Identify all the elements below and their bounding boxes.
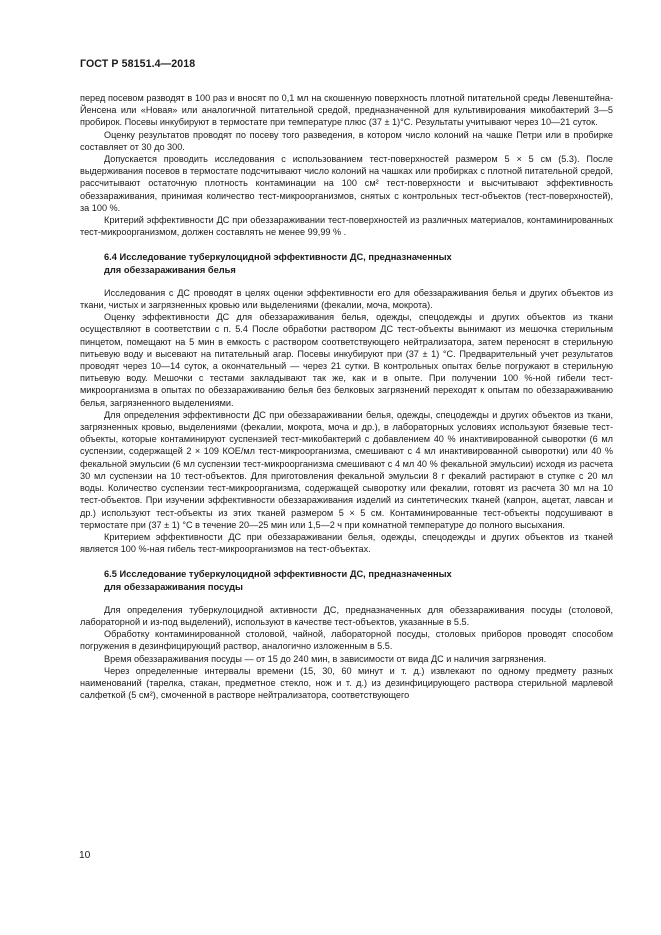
paragraph: Обработку контаминированной столовой, чайной, лабораторной посуды, столовых приборов проводят способом погружения в дезинфицирующий раствор, аналогично изложенным в 5.5. [80,629,613,652]
paragraph: Исследования с ДС проводят в целях оценки эффективности его для обеззараживания белья и других объектов из ткани, чистых и загрязненных кровью или выделениями (фекалии, моча, мокрота). [80,287,613,311]
paragraph: Критерий эффективности ДС при обеззараживании тест-поверхностей из различных материалов, контаминированных тест-микроорганизмом, должен составлять не менее 99,99 % . [80,215,613,238]
paragraph: Критерием эффективности ДС при обеззараживании белья, одежды, спецодежды и других объектов из тканей является 100 %-ная гибель тест-микроорганизмов на тест-объектах. [80,531,613,555]
paragraph: Через определенные интервалы времени (15, 30, 60 минут и т. д.) извлекают по одному предмету разных наименований (тарелка, стакан, предметное стекло, нож и т. д.) из дезинфицирующего раствора стерильной марлевой салфеткой (5 см²), смоченной в растворе нейтрализатора, соответствующего [80,665,613,701]
section-6-5-heading [80,568,613,592]
document-header: ГОСТ Р 58151.4—2018 [80,58,196,70]
section-heading-line: 6.5 Исследование туберкулоцидной эффективности ДС, предназначенных [104,569,452,580]
section-heading-line: для обеззараживания посуды [104,581,243,592]
paragraph: Допускается проводить исследования с использованием тест-поверхностей размером 5 × 5 см (5.3). После выдерживания посевов в термостате подсчитывают число колоний на чашках или пробирках с плотной питательной средой, рассчитывают остаточную плотность контаминации на 100 см² тест-поверхности и высчитывают эффективность обеззараживания, принимая количество тест-микроорганизмов, снятых с контрольных тест-объектов (тест-поверхностей), за 100 %. [80,154,613,213]
paragraph-continuation: перед посевом разводят в 100 раз и вносят по 0,1 мл на скошенную поверхность плотной питательной среды Левенштейна-Йенсена или «Новая» или аналогичной питательной средой, предназначенной для культивирования микобактерий 3—5 пробирок. Посевы инкубируют в термостате при температуре плюс (37 ± 1)°С. Результаты учитывают через 10—21 суток. [80,93,613,128]
page-number: 10 [79,850,91,861]
paragraph: Время обеззараживания посуды — от 15 до 240 мин, в зависимости от вида ДС и наличия загрязнения. [104,653,547,664]
paragraph: Оценку эффективности ДС для обеззараживания белья, одежды, спецодежды и других объектов из ткани осуществляют в соответствии с п. 5.4 После обработки раствором ДС тест-объекты вынимают из мешочка стерильным пинцетом, помещают на 5 мин в емкость с раствором соответствующего нейтрализатора, затем переносят в стерильную питьевую воду и высевают на питательный агар. Посевы инкубируют при (37 ± 1) °С. Предварительный учет результатов проводят через 10—14 суток, а окончательный — через 21 сутки. В контрольных опытах белье погружают в стерильную питьевую воду. Мешочки с тестами закладывают так же, как и в опыте. При получении 100 %-ной гибели тест-микроорганизма в опытах по обеззараживанию белья без белковых загрязнений переходят к опытам по обеззараживанию белья, загрязненного выделениями. [80,312,613,408]
section-6-4-heading [80,251,613,275]
section-heading-line: 6.4 Исследование туберкулоцидной эффективности ДС, предназначенных [104,252,452,263]
paragraph: Для определения туберкулоцидной активности ДС, предназначенных для обеззараживания посуды (столовой, лабораторной и из-под выделений), используют в качестве тест-объектов, указанные в 5.5. [80,604,613,627]
document-body [80,92,613,701]
section-heading-line: для обеззараживания белья [104,264,236,275]
paragraph: Для определения эффективности ДС при обеззараживании белья, одежды, спецодежды и других объектов из ткани, загрязненных кровью, выделениями (фекалии, мокрота, моча и др.), в лабораторных условиях используют бязевые тест-объекты, которые контаминируют суспензией тест-микобактерий с добавлением 40 % инактивированной сыворотки (6 мл суспензии, содержащей 2 × 109 КОЕ/мл тест-микроорганизма, смешивают с 4 мл инактивированной сыворотки) или 40 % фекальной эмульсии (6 мл суспензии тест-микроорганизма смешивают с 4 мл 40 % фекальной эмульсии) исходя из расчета 30 мл суспензии на 10 тест-объектов. Для приготовления фекальной эмульсии 8 г фекалий растирают в ступке с 20 мл воды. Количество суспензии тест-микроорганизма, содержащей сыворотку или фекалии, готовят из расчета 30 мл на 10 тест-объектов. При изучении эффективности обеззараживания изделий из синтетических тканей (капрон, ацетат, лавсан и др.) используют тест-объекты из этих тканей размером 5 × 5 см. Контаминированные тест-объекты подсушивают в термостате при (37 ± 1) °С в течение 20—25 мин или 1,5—2 ч при комнатной температуре до полного высыхания. [80,409,613,530]
paragraph: Оценку результатов проводят по посеву того разведения, в котором число колоний на чашке Петри или в пробирке составляет от 30 до 300. [80,129,613,152]
